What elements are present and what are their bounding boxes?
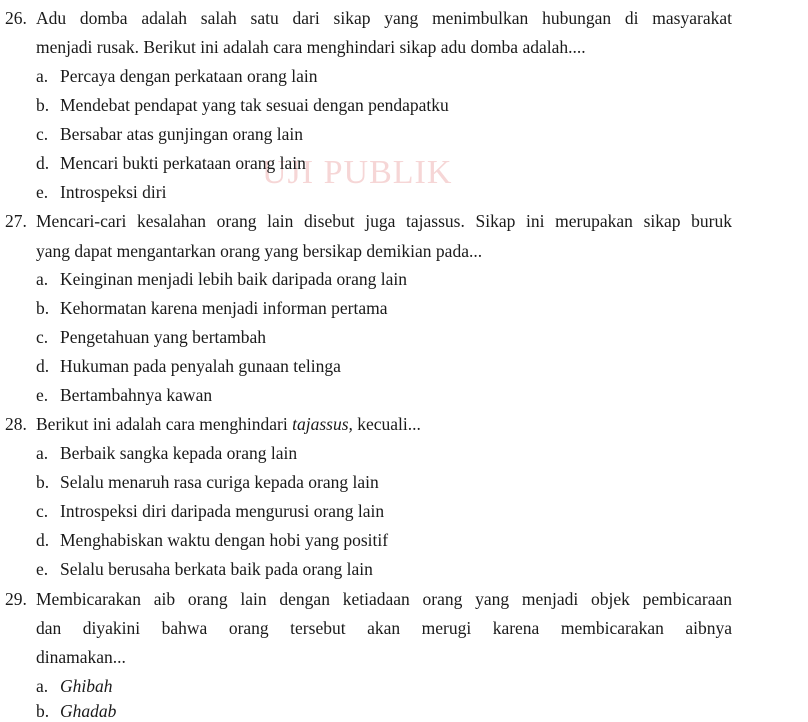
option-text: Ghibah [60,676,113,696]
option-text: Hukuman pada penyalah gunaan telinga [60,356,341,376]
answer-option[interactable] [36,471,379,493]
option-letter: c. [36,124,49,144]
option-letter: e. [36,182,49,202]
answer-option[interactable] [36,529,388,551]
option-text: Kehormatan karena menjadi informan pertama [60,298,388,318]
option-letter: e. [36,559,49,579]
option-text: Selalu berusaha berkata baik pada orang lain [60,559,373,579]
option-text: Selalu menaruh rasa curiga kepada orang lain [60,472,379,492]
answer-option[interactable] [36,558,373,580]
option-letter: c. [36,501,49,521]
question-text-line: Adu domba adalah salah satu dari sikap yang menimbulkan hubungan di masyarakat [36,8,732,28]
answer-option[interactable] [36,500,384,522]
option-text: Ghadab [60,701,117,721]
option-letter: a. [36,269,49,289]
watermark: UJI PUBLIK [262,154,453,191]
option-letter: d. [36,153,50,173]
option-text: Bersabar atas gunjingan orang lain [60,124,303,144]
option-text: Keinginan menjadi lebih baik daripada orang lain [60,269,407,289]
question-text-line: yang dapat mengantarkan orang yang bersikap demikian pada... [36,241,483,261]
answer-option[interactable] [36,384,212,406]
question-number: 28. [5,414,27,434]
question-number: 27. [5,211,27,231]
question-number: 26. [5,8,27,28]
option-text: Menghabiskan waktu dengan hobi yang positif [60,530,389,550]
option-letter: b. [36,298,50,318]
option-letter: b. [36,701,50,721]
answer-option[interactable] [36,65,318,87]
option-letter: d. [36,356,50,376]
option-text: Mendebat pendapat yang tak sesuai dengan pendapatku [60,95,449,115]
question-text-line [36,413,421,435]
question-text-suffix: kecuali... [352,414,421,434]
option-text: Mencari bukti perkataan orang lain [60,153,306,173]
option-letter: a. [36,676,49,696]
option-text: Pengetahuan yang bertambah [60,327,267,347]
option-letter: b. [36,472,50,492]
question-text-line: Mencari-cari kesalahan orang lain disebut juga tajassus. Sikap ini merupakan sikap buruk [36,211,732,231]
option-letter: a. [36,66,49,86]
answer-option[interactable] [36,268,407,290]
option-letter: b. [36,95,50,115]
answer-option[interactable] [36,152,306,174]
answer-option[interactable] [36,94,449,116]
answer-option[interactable] [36,700,116,722]
question-number: 29. [5,589,27,609]
answer-option[interactable] [36,442,297,464]
answer-option[interactable] [36,123,303,145]
question-text-prefix: Berikut ini adalah cara menghindari [36,414,293,434]
question-text-italic: tajassus, [292,414,353,434]
answer-option[interactable] [36,181,166,203]
option-letter: e. [36,385,49,405]
answer-option[interactable] [36,326,266,348]
option-letter: a. [36,443,49,463]
question-text-line: menjadi rusak. Berikut ini adalah cara menghindari sikap adu domba adalah.... [36,37,586,57]
option-text: Percaya dengan perkataan orang lain [60,66,318,86]
question-text-line: dan diyakini bahwa orang tersebut akan merugi karena membicarakan aibnya [36,618,732,638]
option-letter: d. [36,530,50,550]
answer-option[interactable] [36,675,113,697]
option-text: Berbaik sangka kepada orang lain [60,443,298,463]
question-text-line: Membicarakan aib orang lain dengan ketiadaan orang yang menjadi objek pembicaraan [36,589,732,609]
option-text: Introspeksi diri [60,182,167,202]
answer-option[interactable] [36,355,341,377]
answer-option[interactable] [36,297,388,319]
option-text: Introspeksi diri daripada mengurusi orang lain [60,501,385,521]
option-text: Bertambahnya kawan [60,385,213,405]
option-letter: c. [36,327,49,347]
question-text-line: dinamakan... [36,647,126,667]
